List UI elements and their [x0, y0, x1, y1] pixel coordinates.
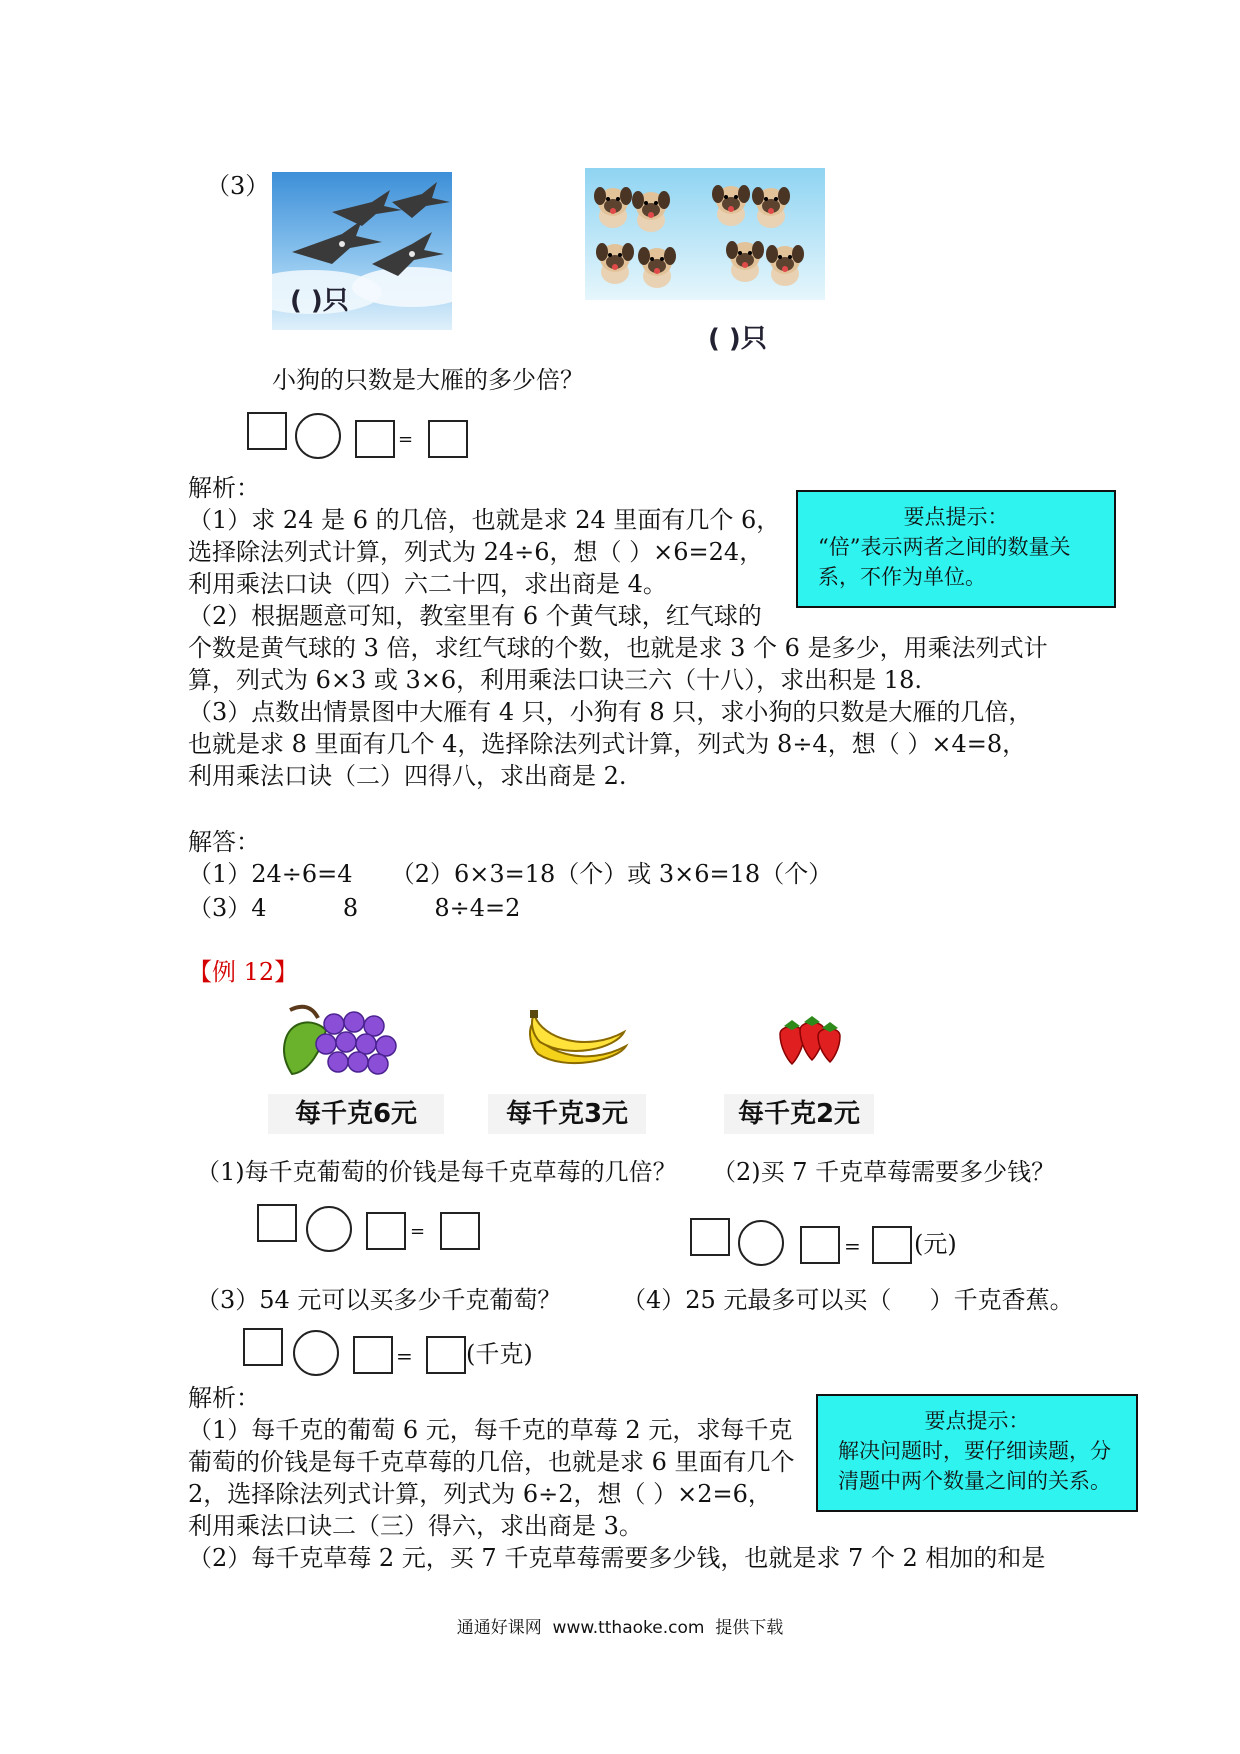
- grapes-icon: [282, 1002, 402, 1078]
- answer-box[interactable]: [800, 1226, 840, 1264]
- answer-box[interactable]: [243, 1328, 283, 1366]
- answer-box[interactable]: [690, 1218, 730, 1256]
- unit-kg: (千克): [466, 1340, 533, 1368]
- equals-sign: =: [398, 429, 414, 450]
- question-2: （2)买 7 千克草莓需要多少钱？: [712, 1158, 1056, 1186]
- operator-circle[interactable]: [738, 1220, 784, 1266]
- analysis-line: 也就是求 8 里面有几个 4，选择除法列式计算，列式为 8÷4，想（ ）×4=8，: [188, 730, 1027, 758]
- bananas-icon: [526, 1010, 630, 1074]
- answer-box[interactable]: [355, 420, 395, 458]
- analysis-line: （3）点数出情景图中大雁有 4 只，小狗有 8 只，求小狗的只数是大雁的几倍，: [188, 698, 1033, 726]
- analysis-line: 选择除法列式计算，列式为 24÷6，想（ ）×6=24，: [188, 538, 764, 566]
- answer-box[interactable]: [366, 1212, 406, 1250]
- equals-sign: =: [410, 1221, 426, 1242]
- equals-sign: =: [396, 1344, 413, 1368]
- operator-circle[interactable]: [295, 413, 341, 459]
- q3-question: 小狗的只数是大雁的多少倍？: [272, 366, 584, 394]
- answer-box[interactable]: [426, 1336, 466, 1374]
- analysis-line: （2）每千克草莓 2 元，买 7 千克草莓需要多少钱，也就是求 7 个 2 相加的和是: [188, 1544, 1046, 1572]
- analysis-line: 利用乘法口诀（四）六二十四，求出商是 4。: [188, 570, 667, 598]
- answer-box[interactable]: [247, 412, 287, 450]
- answer-box[interactable]: [428, 420, 468, 458]
- analysis-line: 利用乘法口诀（二）四得八，求出商是 2.: [188, 762, 627, 790]
- analysis-line: 葡萄的价钱是每千克草莓的几倍，也就是求 6 里面有几个: [188, 1448, 795, 1476]
- operator-circle[interactable]: [293, 1330, 339, 1376]
- question-number: （3）: [206, 172, 270, 200]
- analysis-line: （2）根据题意可知，教室里有 6 个黄气球，红气球的: [188, 602, 762, 630]
- analysis-line: （1）每千克的葡萄 6 元，每千克的草莓 2 元，求每千克: [188, 1416, 793, 1444]
- analysis-line: 算，列式为 6×3 或 3×6，利用乘法口诀三六（十八），求出积是 18.: [188, 666, 922, 694]
- tip-body: 解决问题时，要仔细读题，分 清题中两个数量之间的关系。: [838, 1439, 1111, 1493]
- question-1: （1)每千克葡萄的价钱是每千克草莓的几倍？: [196, 1158, 677, 1186]
- strawberry-price: 每千克2元: [724, 1094, 874, 1134]
- analysis-line: 个数是黄气球的 3 倍，求红气球的个数，也就是求 3 个 6 是多少，用乘法列式计: [188, 634, 1048, 662]
- strawberries-icon: [774, 1010, 844, 1070]
- analysis-heading: 解析：: [188, 1384, 260, 1412]
- example-label: 【例 12】: [188, 958, 299, 986]
- answer-box[interactable]: [353, 1336, 393, 1374]
- tip-title: 要点提示：: [924, 1409, 1030, 1433]
- equals-sign: =: [844, 1234, 861, 1258]
- answer-box[interactable]: [440, 1212, 480, 1250]
- answer-line: （3）4 8 8÷4=2: [188, 894, 521, 922]
- geese-picture: [272, 172, 452, 330]
- answer-box[interactable]: [872, 1226, 912, 1264]
- analysis-line: 2，选择除法列式计算，列式为 6÷2，想（ ）×2=6，: [188, 1480, 772, 1508]
- grapes-picture: [282, 1002, 402, 1078]
- strawberries-picture: [774, 1010, 844, 1070]
- dogs-count-caption: ( )只: [708, 324, 767, 354]
- analysis-line: （1）求 24 是 6 的几倍，也就是求 24 里面有几个 6，: [188, 506, 781, 534]
- puppies-picture: [585, 168, 825, 300]
- answer-heading: 解答：: [188, 828, 260, 856]
- footer-text: 通通好课网 www.tthaoke.com 提供下载: [456, 1618, 784, 1638]
- question-3: （3）54 元可以买多少千克葡萄？: [196, 1286, 562, 1314]
- answer-box[interactable]: [257, 1204, 297, 1242]
- unit-yuan: (元): [914, 1230, 957, 1258]
- analysis-line: 利用乘法口诀二（三）得六，求出商是 3。: [188, 1512, 643, 1540]
- tip-body: “倍”表示两者之间的数量关 系，不作为单位。: [818, 535, 1071, 589]
- operator-circle[interactable]: [306, 1206, 352, 1252]
- bananas-picture: [526, 1010, 630, 1074]
- grape-price: 每千克6元: [268, 1094, 444, 1134]
- geese-count-caption: ( )只: [290, 286, 349, 316]
- tip-box: [796, 490, 1116, 608]
- analysis-heading: 解析：: [188, 474, 260, 502]
- banana-price: 每千克3元: [488, 1094, 646, 1134]
- tip-title: 要点提示：: [903, 505, 1009, 529]
- question-4: （4）25 元最多可以买（ ）千克香蕉。: [622, 1286, 1074, 1314]
- tip-box: [816, 1394, 1138, 1512]
- puppies-icon: [585, 168, 825, 300]
- answer-line: （1）24÷6=4 （2）6×3=18（个）或 3×6=18（个）: [188, 860, 833, 888]
